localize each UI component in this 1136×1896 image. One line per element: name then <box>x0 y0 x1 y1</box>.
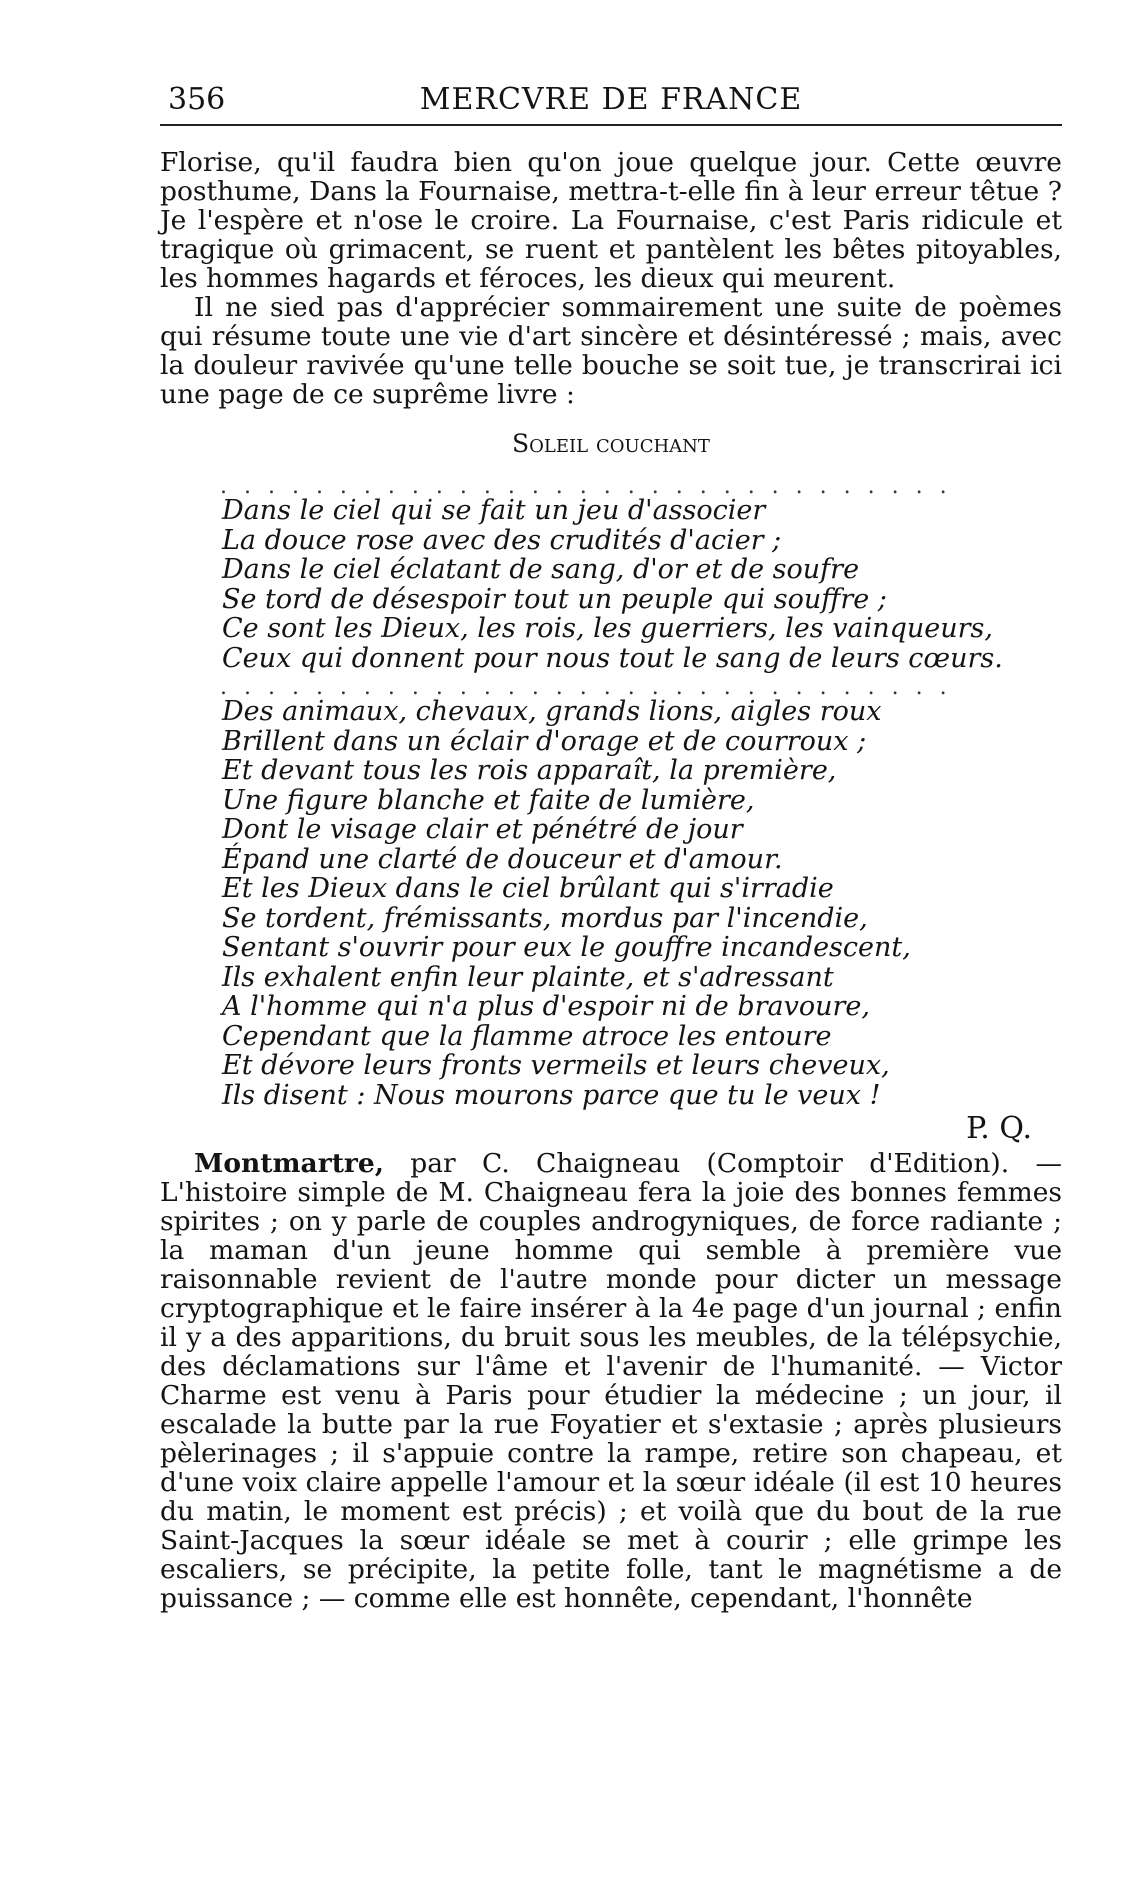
verse-line: Épand une clarté de douceur et d'amour. <box>222 843 783 875</box>
ellipsis-row: . . . . . . . . . . . . . . . . . . . . . . . . . . . . . . . <box>220 675 952 697</box>
page-header <box>160 78 1062 126</box>
page-number: 356 <box>168 82 226 117</box>
verse-line: La douce rose avec des crudités d'acier ; <box>222 524 782 556</box>
poem-stanza-2 <box>222 697 1062 1110</box>
verse-line: Se tord de désespoir tout un peuple qui souffre ; <box>222 583 887 615</box>
running-head: MERCVRE DE FRANCE <box>419 82 803 117</box>
review-text: par C. Chaigneau (Comptoir d'Edition). — L'histoire simple de M. Chaigneau fera la joie des bonnes femmes spirites ; on y parle de couples androgyniques, de force radiante ; la maman d'un jeune homme qui semble à première vue raisonnable revient de l'autre monde pour dicter un message cryptographique et le faire insérer à la 4e page d'un journal ; enfin il y a des apparitions, du bruit sous les meubles, de la télépsychie, des déclamations sur l'âme et l'avenir de l'humanité. — Victor Charme est venu à Paris pour étudier la médecine ; un jour, il escalade la butte par la rue Foyatier et s'extasie ; après plusieurs pèlerinages ; il s'appuie contre la rampe, retire son chapeau, et d'une voix claire appelle l'amour et la sœur idéale (il est 10 heures du matin, le moment est précis) ; et voilà que du bout de la rue Saint-Jacques la sœur idéale se met à courir ; elle grimpe les escaliers, se précipite, la petite folle, tant le magnétisme a de puissance ; — comme elle est honnête, cependant, l'honnête <box>160 1148 1062 1614</box>
verse-line: Brillent dans un éclair d'orage et de courroux ; <box>222 725 867 757</box>
ellipsis-row: . . . . . . . . . . . . . . . . . . . . . . . . . . . . . . . <box>220 474 952 496</box>
verse-line: Ce sont les Dieux, les rois, les guerriers, les vainqueurs, <box>222 613 993 644</box>
verse-line: Ils disent : Nous mourons parce que tu le veux ! <box>222 1079 881 1111</box>
poem-signature: P. Q. <box>966 1111 1032 1146</box>
verse-line: Une figure blanche et faite de lumière, <box>222 784 755 816</box>
verse-line: Dans le ciel éclatant de sang, d'or et de soufre <box>222 554 860 585</box>
body-text <box>160 148 1062 1613</box>
intro-paragraph-1: Florise, qu'il faudra bien qu'on joue quelque jour. Cette œuvre posthume, Dans la Fournaise, mettra-t-elle fin à leur erreur têtue ? Je l'espère et n'ose le croire. La Fournaise, c'est Paris ridicule et tragique où grimacent, se ruent et pantèlent les bêtes pitoyables, les hommes hagards et féroces, les dieux qui meurent. <box>160 147 1062 294</box>
verse-line: Dans le ciel qui se fait un jeu d'associer <box>222 495 766 526</box>
verse-line: Et devant tous les rois apparaît, la première, <box>222 755 837 786</box>
verse-line: A l'homme qui n'a plus d'espoir ni de bravoure, <box>222 991 870 1022</box>
verse-line: Ceux qui donnent pour nous tout le sang de leurs cœurs. <box>222 642 1003 674</box>
verse-line: Sentant s'ouvrir pour eux le gouffre incandescent, <box>222 932 911 963</box>
intro-paragraph-2: Il ne sied pas d'apprécier sommairement une suite de poèmes qui résume toute une vie d'art sincère et désintéressé ; mais, avec la douleur ravivée qu'une telle bouche se soit tue, je transcrirai ici une page de ce suprême livre : <box>160 292 1062 410</box>
book-review <box>160 1149 1062 1613</box>
verse-line: Dont le visage clair et pénétré de jour <box>222 814 743 845</box>
page <box>160 78 1062 1613</box>
verse-line: Cependant que la flamme atroce les entoure <box>222 1020 832 1052</box>
verse-line: Et dévore leurs fronts vermeils et leurs cheveux, <box>222 1050 890 1081</box>
poem-title: Soleil couchant <box>512 429 710 458</box>
verse-line: Se tordent, frémissants, mordus par l'incendie, <box>222 902 868 934</box>
verse-line: Et les Dieux dans le ciel brûlant qui s'irradie <box>222 873 834 904</box>
verse-line: Des animaux, chevaux, grands lions, aigles roux <box>222 696 882 727</box>
verse-line: Ils exhalent enfin leur plainte, et s'adressant <box>222 961 834 993</box>
review-book-title: Montmartre, <box>194 1148 384 1179</box>
poem-stanza-1 <box>222 496 1062 673</box>
